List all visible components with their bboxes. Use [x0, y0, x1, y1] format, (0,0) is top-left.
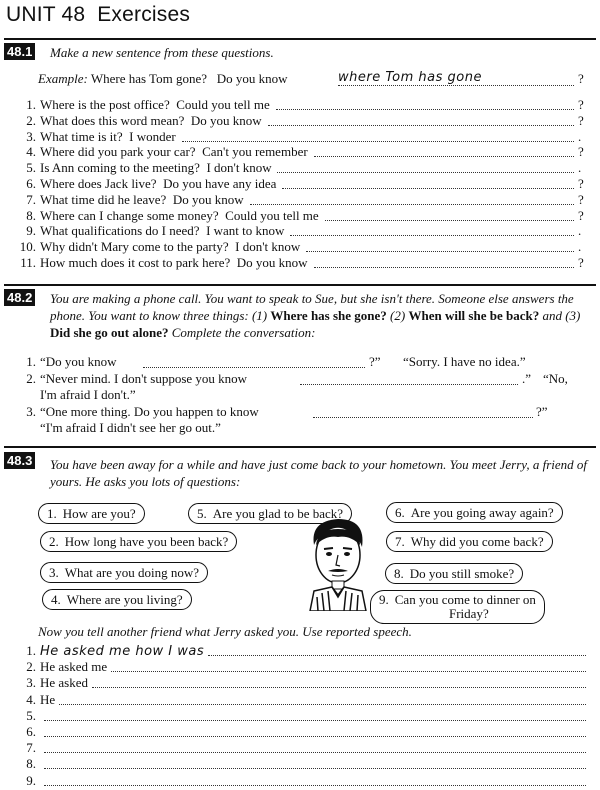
- item-number: 8.: [26, 207, 36, 223]
- speech-bubble: [386, 531, 553, 552]
- exercise-item: [14, 113, 262, 128]
- item-number: 3.: [26, 675, 36, 691]
- item-question: What time did he leave?: [40, 191, 167, 207]
- answer-row: [14, 724, 40, 739]
- item-number: 6.: [26, 724, 36, 739]
- item-prompt: Do you know: [236, 255, 308, 270]
- example-prompt: Do you know: [216, 71, 288, 86]
- bubble-text: Friday?: [449, 606, 489, 621]
- item-prompt: Do you have any idea: [163, 176, 277, 191]
- section-badge: 48.1: [4, 43, 35, 60]
- bubble-text: How are you?: [62, 506, 136, 521]
- section-instruction: You have been away for a while and have just come back to your hometown. You meet Jerry, a friend of yours. He asks you lots of questions:: [50, 457, 588, 489]
- example-end: ?: [578, 71, 584, 86]
- bubble-text: Are you glad to be back?: [212, 506, 344, 521]
- answer-row: [14, 692, 55, 707]
- example-answer: where Tom has gone: [338, 70, 482, 85]
- bubble-number: 3.: [49, 565, 59, 580]
- example-line: [38, 71, 288, 86]
- answer-row: [14, 740, 40, 755]
- section-rule: [4, 38, 596, 40]
- jerry-illustration-icon: [300, 515, 376, 611]
- section-instruction-2: Now you tell another friend what Jerry asked you. Use reported speech.: [38, 624, 412, 639]
- answer-line[interactable]: [282, 188, 574, 189]
- item-number: 1.: [26, 643, 36, 658]
- section-badge: 48.2: [4, 289, 35, 306]
- answer-text: He asked me how I was: [40, 644, 205, 659]
- answer-row: [14, 675, 88, 690]
- item-prompt: I don't know: [235, 239, 301, 255]
- item-end: .: [578, 239, 582, 255]
- answer-line[interactable]: [44, 768, 586, 769]
- answer-line[interactable]: [276, 109, 574, 110]
- answer-line[interactable]: [111, 671, 586, 672]
- item-end: ?: [578, 112, 584, 128]
- item-number: 3.: [26, 128, 36, 144]
- dialog-text: “Do you know: [40, 354, 117, 369]
- section-instruction: [50, 290, 590, 341]
- answer-line[interactable]: [92, 687, 586, 688]
- speech-bubble: [386, 502, 563, 523]
- section-badge: 48.3: [4, 452, 35, 469]
- item-number: 3.: [26, 404, 36, 419]
- dialog-line-3: [14, 404, 259, 419]
- instruction-bold: Where has she gone?: [270, 308, 387, 323]
- instruction-bold: Did she go out alone?: [50, 325, 169, 340]
- item-question: Where did you park your car?: [40, 144, 196, 160]
- bubble-number: 1.: [47, 506, 57, 521]
- answer-line[interactable]: [208, 655, 586, 656]
- exercise-item: [14, 176, 276, 191]
- exercise-item: [14, 239, 300, 254]
- unit-heading: Exercises: [97, 3, 191, 26]
- item-question: Where can I change some money?: [40, 207, 219, 223]
- item-prompt: I want to know: [206, 223, 285, 239]
- instruction-text: You are making a phone call. You want to speak to Sue, but she isn't there. Someone else answers the phone. You want to know three things: (1): [50, 291, 574, 323]
- item-question: What qualifications do I need?: [40, 223, 200, 239]
- item-number: 7.: [26, 740, 36, 756]
- answer-line[interactable]: [268, 125, 574, 126]
- dialog-reply: “I'm afraid I didn't see her go out.”: [40, 420, 221, 435]
- speech-bubble: [38, 503, 145, 524]
- dialog-reply: “Sorry. I have no idea.”: [403, 354, 526, 369]
- item-question: How much does it cost to park here?: [40, 255, 231, 270]
- bubble-text: Where are you living?: [66, 592, 183, 607]
- item-number: 10.: [19, 239, 36, 255]
- item-end: ?: [578, 255, 584, 270]
- item-number: 5.: [26, 160, 36, 176]
- item-number: 6.: [26, 176, 36, 191]
- answer-line[interactable]: [325, 220, 574, 221]
- speech-bubble: [42, 589, 192, 610]
- dialog-end: ?”: [536, 404, 548, 419]
- item-number: 9.: [26, 772, 36, 788]
- exercise-item: [14, 255, 308, 270]
- speech-bubble: [370, 590, 545, 624]
- bubble-text: Are you going away again?: [410, 505, 554, 520]
- answer-line[interactable]: [314, 156, 574, 157]
- answer-line[interactable]: [44, 720, 586, 721]
- bubble-text: What are you doing now?: [64, 565, 200, 580]
- dialog-line-2: [14, 371, 247, 386]
- answer-line[interactable]: [44, 736, 586, 737]
- example-label: Example:: [38, 71, 88, 86]
- speech-bubble: [40, 562, 208, 583]
- bubble-number: 8.: [394, 566, 404, 581]
- instruction-text: and (3): [539, 308, 581, 323]
- item-end: .: [578, 223, 582, 239]
- bubble-text: Do you still smoke?: [409, 566, 515, 581]
- dialog-line-1: [14, 354, 117, 369]
- answer-text: He: [40, 691, 56, 707]
- exercise-item: [14, 144, 308, 159]
- dialog-reply: “No,: [543, 371, 568, 386]
- instruction-text: Complete the conversation:: [168, 325, 316, 340]
- bubble-number: 4.: [51, 592, 61, 607]
- example-question: Where has Tom gone?: [90, 71, 207, 86]
- answer-line[interactable]: [44, 752, 586, 753]
- answer-row: [14, 756, 40, 771]
- instruction-bold: When will she be back?: [408, 308, 540, 323]
- item-end: ?: [578, 207, 584, 223]
- dialog-text: “Never mind. I don't suppose you know: [40, 371, 248, 386]
- item-prompt: Do you know: [190, 112, 262, 128]
- item-end: ?: [578, 144, 584, 160]
- answer-row: [14, 659, 107, 674]
- answer-line[interactable]: [300, 384, 518, 385]
- item-prompt: Do you know: [172, 191, 244, 207]
- speech-bubble: [385, 563, 523, 584]
- exercise-item: [14, 192, 244, 207]
- item-prompt: Can't you remember: [202, 144, 308, 160]
- answer-line[interactable]: [277, 172, 574, 173]
- dialog-end: ?”: [369, 354, 381, 369]
- answer-line[interactable]: [182, 141, 574, 142]
- unit-title: [6, 3, 190, 27]
- section-rule: [4, 284, 596, 286]
- speech-bubble: [40, 531, 237, 552]
- answer-line[interactable]: [250, 204, 574, 205]
- item-number: 2.: [26, 659, 36, 675]
- item-prompt: I wonder: [129, 128, 176, 144]
- item-number: 5.: [26, 707, 36, 723]
- item-prompt: Could you tell me: [176, 97, 270, 112]
- item-number: 2.: [26, 371, 36, 386]
- answer-row: [14, 773, 40, 788]
- section-instruction: Make a new sentence from these questions.: [50, 45, 274, 60]
- bubble-number: 5.: [197, 506, 207, 521]
- bubble-number: 6.: [395, 505, 405, 520]
- example-answer-line: [338, 85, 574, 86]
- item-end: ?: [578, 191, 584, 207]
- item-number: 4.: [26, 691, 36, 707]
- answer-row: [14, 708, 40, 723]
- item-number: 4.: [26, 144, 36, 160]
- item-number: 8.: [26, 756, 36, 772]
- exercise-item: [14, 160, 272, 175]
- exercise-item: [14, 129, 176, 144]
- answer-line[interactable]: [143, 367, 365, 368]
- item-end: ?: [578, 97, 584, 112]
- item-question: Where is the post office?: [40, 97, 170, 112]
- answer-line[interactable]: [44, 785, 586, 786]
- item-number: 7.: [26, 191, 36, 207]
- bubble-text: Can you come to dinner on: [394, 592, 536, 607]
- instruction-text: (2): [386, 308, 409, 323]
- item-number: 1.: [26, 97, 36, 112]
- item-number: 2.: [26, 112, 36, 128]
- item-question: Is Ann coming to the meeting?: [40, 160, 200, 176]
- dialog-text: “One more thing. Do you happen to know: [40, 404, 259, 419]
- item-question: What time is it?: [40, 128, 123, 144]
- section-rule: [4, 446, 596, 448]
- dialog-reply-cont: I'm afraid I don't.”: [40, 387, 136, 402]
- item-prompt: I don't know: [206, 160, 272, 176]
- item-end: .: [578, 128, 582, 144]
- answer-line[interactable]: [313, 417, 533, 418]
- answer-row: [14, 643, 204, 659]
- answer-line[interactable]: [306, 251, 574, 252]
- item-number: 9.: [26, 223, 36, 239]
- item-number: 11.: [20, 255, 36, 270]
- item-number: 1.: [26, 354, 36, 369]
- exercise-item: [14, 97, 270, 112]
- exercise-item: [14, 223, 284, 238]
- answer-line[interactable]: [290, 235, 574, 236]
- bubble-number: 9.: [379, 592, 389, 607]
- item-question: What does this word mean?: [40, 112, 185, 128]
- bubble-number: 2.: [49, 534, 59, 549]
- answer-line[interactable]: [59, 704, 586, 705]
- exercise-item: [14, 208, 319, 223]
- dialog-end: .”: [522, 371, 532, 386]
- bubble-text: Why did you come back?: [410, 534, 544, 549]
- item-question: Why didn't Mary come to the party?: [40, 239, 229, 255]
- answer-text: He asked: [40, 675, 89, 691]
- unit-label: UNIT 48: [6, 3, 86, 26]
- bubble-text: How long have you been back?: [64, 534, 229, 549]
- item-end: .: [578, 160, 582, 176]
- item-question: Where does Jack live?: [40, 176, 157, 191]
- answer-text: He asked me: [40, 659, 108, 675]
- item-prompt: Could you tell me: [225, 207, 319, 223]
- bubble-number: 7.: [395, 534, 405, 549]
- item-end: ?: [578, 176, 584, 191]
- answer-line[interactable]: [314, 267, 574, 268]
